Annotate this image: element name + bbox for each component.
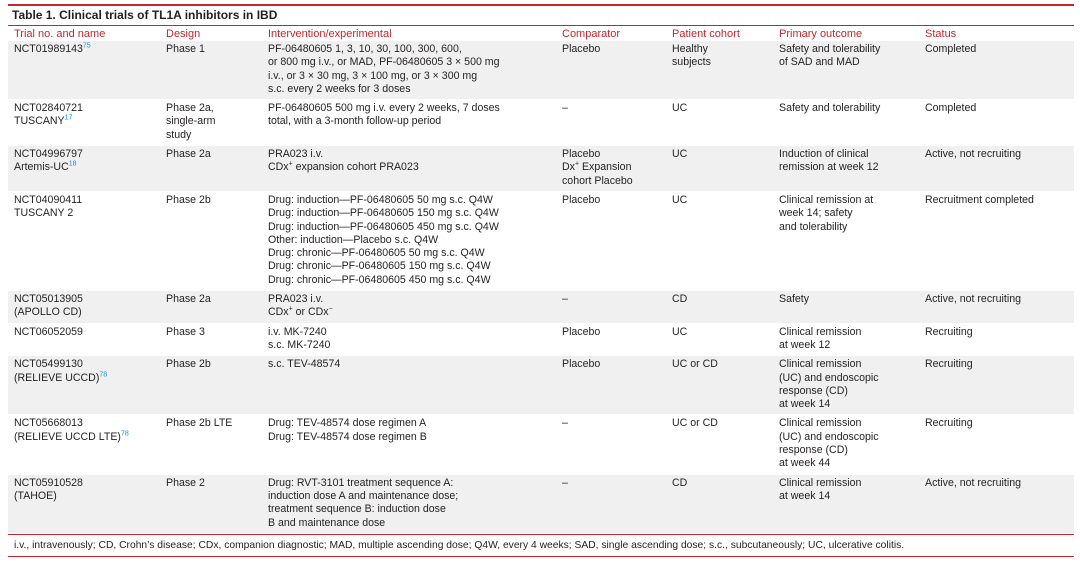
footnote-bottom-rule [8,556,1074,557]
cell-status: Completed [919,41,1074,100]
cell-status: Recruitment completed [919,191,1074,290]
cell-intervention [262,291,556,324]
table-row [8,474,1074,533]
cell-comparator: – [556,415,666,474]
cell-design: Phase 2 [160,474,262,533]
trial-id: NCT05013905 [14,293,83,306]
cell-design: Phase 2a [160,146,262,192]
line-text: PRA023 i.v. [268,148,324,161]
header-cohort: Patient cohort [672,27,740,40]
cell-comparator: Placebo [556,41,666,100]
cell-trial [8,356,160,415]
cell-intervention: i.v. MK-7240 s.c. MK-7240 [262,323,556,356]
trial-id: NCT04996797 [14,148,83,161]
reference-link[interactable]: 17 [64,114,73,122]
header-row [8,26,1074,41]
table-row [8,191,1074,290]
cell-comparator: – [556,100,666,146]
cell-trial [8,100,160,146]
trial-name: TUSCANY 2 [14,207,74,220]
cell-outcome: Clinical remission at week 14 [773,474,919,533]
table-row [8,291,1074,324]
cell-outcome: Safety and tolerability [773,100,919,146]
cell-cohort: Healthy subjects [666,41,773,100]
cell-comparator [556,146,666,192]
trial-name: (RELIEVE UCCD) [14,371,100,384]
cell-intervention: PF-06480605 500 mg i.v. every 2 weeks, 7 doses total, with a 3-month follow-up period [262,100,556,146]
cell-design: Phase 3 [160,323,262,356]
cell-design: Phase 1 [160,41,262,100]
cell-outcome: Clinical remission (UC) and endoscopic response (CD) at week 44 [773,415,919,474]
cell-status: Active, not recruiting [919,474,1074,533]
cell-trial [8,41,160,100]
cell-trial [8,323,160,356]
cell-cohort: UC [666,146,773,192]
table-footnote: i.v., intravenously; CD, Crohn’s disease; CDx, companion diagnostic; MAD, multiple ascending dose; Q4W, every 4 weeks; SAD, single ascending dose; s.c., subcutaneously; UC, ulcerative colitis. [14,539,905,551]
superscript: + [288,160,293,168]
line-text: Expansion [579,161,632,174]
header-outcome: Primary outcome [779,27,863,40]
header-design: Design [166,27,201,40]
clinical-trials-table [8,4,1074,557]
table-row [8,41,1074,100]
table-row [8,100,1074,146]
cell-comparator: Placebo [556,356,666,415]
cell-intervention: Drug: TEV-48574 dose regimen A Drug: TEV-48574 dose regimen B [262,415,556,474]
table-row [8,323,1074,356]
trial-name: (RELIEVE UCCD LTE) [14,430,121,443]
trial-id: NCT01989143 [14,43,83,55]
trial-id: NCT05499130 [14,358,83,371]
cell-comparator: – [556,291,666,324]
cell-status: Active, not recruiting [919,146,1074,192]
cell-outcome: Induction of clinical remission at week 12 [773,146,919,192]
reference-link[interactable]: 18 [68,160,77,168]
line-text: cohort Placebo [562,174,633,187]
cell-status: Recruiting [919,356,1074,415]
trial-id: NCT02840721 [14,102,83,115]
cell-comparator: – [556,474,666,533]
trial-id: NCT05910528 [14,476,83,489]
header-intervention: Intervention/experimental [268,27,392,40]
cell-cohort: UC [666,191,773,290]
line-text: PRA023 i.v. [268,293,324,306]
cell-cohort: CD [666,474,773,533]
line-text: or CDx [292,306,329,319]
trial-id: NCT04090411 [14,193,83,206]
line-text: Dx [562,161,575,174]
trial-name: TUSCANY [14,115,65,128]
line-text: expansion cohort PRA023 [292,161,419,174]
cell-intervention: Drug: RVT-3101 treatment sequence A: induction dose A and maintenance dose; treatment sequence B: induction dose B and maintenance dose [262,474,556,533]
cell-cohort: CD [666,291,773,324]
header-comparator: Comparator [562,27,621,40]
header-trial: Trial no. and name [14,27,106,40]
cell-outcome: Safety [773,291,919,324]
cell-design: Phase 2a [160,291,262,324]
cell-intervention: PF-06480605 1, 3, 10, 30, 100, 300, 600, or 800 mg i.v., or MAD, PF-06480605 3 × 500 mg i.v., or 3 × 30 mg, 3 × 100 mg, or 3 × 300 mg s.c. every 2 weeks for 3 doses [262,41,556,100]
cell-design: Phase 2a, single-arm study [160,100,262,146]
cell-trial [8,191,160,290]
cell-outcome: Clinical remission (UC) and endoscopic response (CD) at week 14 [773,356,919,415]
cell-status: Recruiting [919,323,1074,356]
reference-link[interactable]: 78 [99,371,108,378]
trial-name: Artemis-UC [14,161,69,174]
reference-link[interactable]: 75 [82,42,91,50]
cell-comparator: Placebo [556,191,666,290]
header-status: Status [925,27,957,40]
cell-comparator: Placebo [556,323,666,356]
cell-intervention [262,146,556,192]
cell-trial [8,474,160,533]
cell-status: Recruiting [919,415,1074,474]
table-row [8,146,1074,192]
cell-intervention: Drug: induction—PF-06480605 50 mg s.c. Q4W Drug: induction—PF-06480605 150 mg s.c. Q4W Drug: induction—PF-06480605 450 mg s.c. Q4W Other: induction—Placebo s.c. Q4W Drug: chronic—PF-06480605 50 mg s.c. Q4W Drug: chronic—PF-06480605 150 mg s.c. Q4W Drug: chronic—PF-06480605 450 mg s.c. Q4W [262,191,556,290]
trials-table [8,26,1074,534]
table-row [8,415,1074,474]
cell-cohort: UC [666,323,773,356]
line-text: Placebo [562,148,601,161]
table-row [8,356,1074,415]
table-title: Table 1. Clinical trials of TL1A inhibitors in IBD [12,8,278,22]
cell-design: Phase 2b LTE [160,415,262,474]
cell-trial [8,415,160,474]
line-text: CDx [268,306,289,319]
line-text: CDx [268,161,289,174]
cell-design: Phase 2b [160,191,262,290]
reference-link[interactable]: 78 [120,430,129,438]
cell-outcome: Safety and tolerability of SAD and MAD [773,41,919,100]
cell-trial [8,146,160,192]
cell-outcome: Clinical remission at week 14; safety and tolerability [773,191,919,290]
trial-name: (TAHOE) [14,489,57,502]
cell-trial [8,291,160,324]
cell-outcome: Clinical remission at week 12 [773,323,919,356]
superscript: + [288,305,293,313]
cell-cohort: UC or CD [666,356,773,415]
cell-status: Completed [919,100,1074,146]
cell-status: Active, not recruiting [919,291,1074,324]
cell-cohort: UC [666,100,773,146]
cell-design: Phase 2b [160,356,262,415]
trial-id: NCT06052059 [14,325,83,338]
trial-name: (APOLLO CD) [14,306,82,319]
cell-cohort: UC or CD [666,415,773,474]
superscript: − [328,305,333,313]
cell-intervention: s.c. TEV-48574 [262,356,556,415]
trial-id: NCT05668013 [14,417,83,430]
superscript: + [574,160,580,168]
